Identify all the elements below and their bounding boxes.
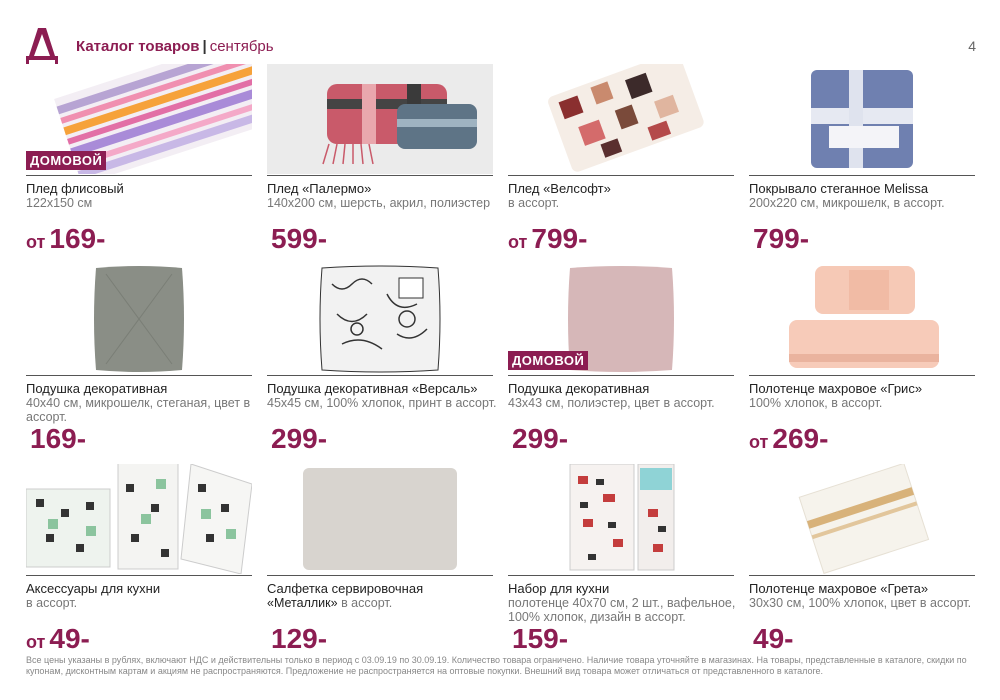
product-name: Салфетка сервировочная: [267, 581, 424, 596]
divider: [267, 575, 493, 576]
product-image: [267, 264, 493, 374]
price-value: 129-: [271, 623, 328, 654]
product-desc: 140х200 см, шерсть, акрил, полиэстер: [267, 196, 491, 210]
product-price: [26, 424, 86, 457]
product-desc: в ассорт.: [26, 596, 78, 610]
product-price: [267, 624, 327, 657]
divider: [267, 375, 493, 376]
product-price: [749, 624, 793, 657]
divider: [508, 175, 734, 176]
price-prefix: от: [26, 632, 46, 652]
divider: [508, 375, 734, 376]
brand-badge: [26, 151, 106, 170]
divider: [267, 175, 493, 176]
price-value: 169-: [30, 423, 87, 454]
product-desc: 100% хлопок, в ассорт.: [749, 396, 883, 410]
product-desc: 200х220 см, микрошелк, в ассорт.: [749, 196, 945, 210]
divider: [749, 375, 975, 376]
product-image: [508, 464, 734, 574]
product-image: [508, 64, 734, 174]
product-price: [508, 624, 568, 657]
product-name: Подушка декоративная: [508, 381, 650, 396]
product-name-line2: «Металлик»: [267, 596, 338, 610]
product-name: Плед «Велсофт»: [508, 181, 611, 196]
price-value: 49-: [49, 623, 90, 654]
product-name: Подушка декоративная: [26, 381, 168, 396]
price-value: 169-: [49, 223, 106, 254]
product-name: Плед «Палермо»: [267, 181, 372, 196]
product-name: Покрывало стеганное Melissa: [749, 181, 929, 196]
catalog-month: сентябрь: [209, 38, 274, 55]
product-image: [749, 464, 975, 574]
divider: [508, 575, 734, 576]
divider: [749, 575, 975, 576]
footer-disclaimer: Все цены указаны в рублях, включают НДС и действительны только в период с 03.09.19 по 30.09.19. Количество товара ограничено. Наличие товара уточняйте в магазинах. На товары, представленные в каталоге, скидки по купонам, дисконтным картам и акциям не распространяются. Предложение не распространяется на оптовые покупки. Внешний вид товара может отличаться от представленного в каталоге.: [26, 655, 967, 676]
divider: [26, 375, 252, 376]
product-image: [26, 264, 252, 374]
product-price: [26, 624, 90, 657]
product-desc-text: в ассорт.: [341, 596, 393, 610]
product-desc: 45х45 см, 100% хлопок, принт в ассорт.: [267, 396, 497, 410]
product-image: [267, 464, 493, 574]
product-image: [508, 264, 734, 374]
price-value: 799-: [531, 223, 588, 254]
product-price: [267, 224, 327, 257]
product-image: [26, 64, 252, 174]
brand-label: ДОМОВОЙ: [30, 153, 103, 168]
catalog-title-main: Каталог товаров: [76, 38, 200, 55]
product-desc: в ассорт.: [508, 196, 560, 210]
product-name: Подушка декоративная «Версаль»: [267, 381, 478, 396]
product-desc: 40х40 см, микрошелк, стеганая, цвет в ассорт.: [26, 396, 251, 424]
page-header: [26, 26, 976, 66]
product-price: [749, 224, 809, 257]
product-price: [749, 424, 828, 457]
divider: [749, 175, 975, 176]
store-logo: [26, 26, 58, 64]
product-image: [267, 64, 493, 174]
price-prefix: от: [749, 432, 769, 452]
product-price: [26, 224, 105, 257]
product-name: Полотенце махровое «Грис»: [749, 381, 923, 396]
product-desc: 122х150 см: [26, 196, 93, 210]
page-number: 4: [968, 38, 976, 54]
product-name: Набор для кухни: [508, 581, 610, 596]
product-price: [267, 424, 327, 457]
price-value: 269-: [772, 423, 829, 454]
product-desc: полотенце 40х70 см, 2 шт., вафельное, 100% хлопок, дизайн в ассорт.: [508, 596, 736, 624]
divider: [26, 175, 252, 176]
product-image: [749, 264, 975, 374]
product-desc: [267, 596, 499, 610]
price-value: 599-: [271, 223, 328, 254]
product-price: [508, 224, 587, 257]
product-desc: 43х43 см, полиэстер, цвет в ассорт.: [508, 396, 715, 410]
price-value: 49-: [753, 623, 794, 654]
price-value: 299-: [512, 423, 569, 454]
product-desc: 30х30 см, 100% хлопок, цвет в ассорт.: [749, 596, 972, 610]
catalog-title: [76, 38, 274, 55]
divider: [26, 575, 252, 576]
price-value: 799-: [753, 223, 810, 254]
product-image: [26, 464, 252, 574]
product-name: Плед флисовый: [26, 181, 124, 196]
price-prefix: от: [508, 232, 528, 252]
title-separator: |: [202, 38, 207, 55]
price-prefix: от: [26, 232, 46, 252]
product-name: Полотенце махровое «Грета»: [749, 581, 929, 596]
product-name: Аксессуары для кухни: [26, 581, 161, 596]
product-price: [508, 424, 568, 457]
brand-label: ДОМОВОЙ: [512, 353, 585, 368]
price-value: 299-: [271, 423, 328, 454]
product-image: [749, 64, 975, 174]
price-value: 159-: [512, 623, 569, 654]
brand-badge: [508, 351, 588, 370]
